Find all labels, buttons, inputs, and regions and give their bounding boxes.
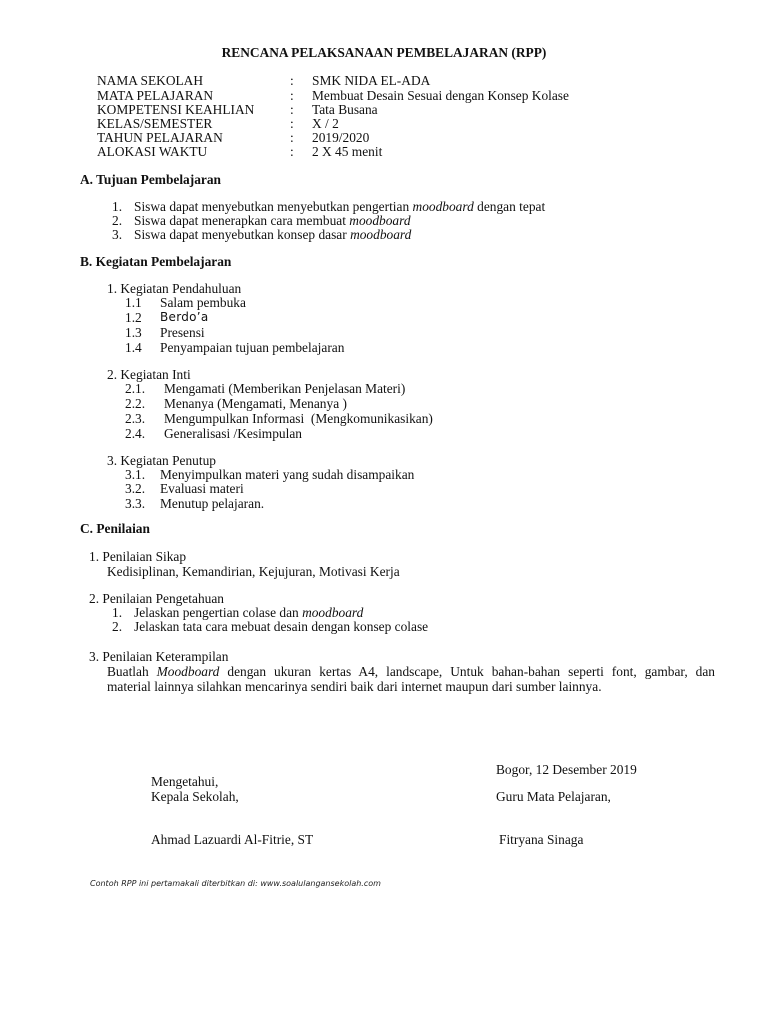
activity-number: 3.3. <box>125 496 146 511</box>
signature-left-line1: Mengetahui, <box>151 774 219 789</box>
identity-colon: : <box>290 144 294 159</box>
activity-number: 2.4. <box>125 426 146 441</box>
activity-text: Presensi <box>160 325 205 340</box>
footer-note: Contoh RPP ini pertamakali diterbitkan di: www.soalulangansekolah.com <box>90 879 381 888</box>
assessment-paragraph-line2: material lainnya silahkan mencarinya sendiri baik dari internet maupun dari sumber lainnya. <box>107 679 602 694</box>
item-text: Siswa dapat menyebutkan konsep dasar <box>134 227 351 242</box>
item-emphasis: moodboard <box>412 199 474 214</box>
signature-left-line2: Kepala Sekolah, <box>151 789 239 804</box>
item-text: Siswa dapat menyebutkan menyebutkan pengertian <box>134 199 413 214</box>
paragraph-emphasis: Moodboard <box>156 664 220 679</box>
list-item <box>134 199 545 214</box>
identity-colon: : <box>290 102 294 117</box>
activity-number: 1.2 <box>125 310 142 325</box>
signature-right-line: Guru Mata Pelajaran, <box>496 789 611 804</box>
identity-value: SMK NIDA EL-ADA <box>312 73 431 88</box>
item-text-after: dengan tepat <box>473 199 546 214</box>
list-number: 2. <box>112 619 123 634</box>
identity-value: 2 X 45 menit <box>312 144 383 159</box>
activity-text: Menanya (Mengamati, Menanya ) <box>164 396 347 411</box>
document-title: RENCANA PELAKSANAAN PEMBELAJARAN (RPP) <box>221 45 547 60</box>
activity-number: 3.2. <box>125 481 146 496</box>
activity-text: Berdo’a <box>160 310 209 324</box>
principal-name: Ahmad Lazuardi Al-Fitrie, ST <box>151 832 314 847</box>
list-number: 1. <box>112 199 123 214</box>
identity-colon: : <box>290 88 294 103</box>
paragraph-text: Buatlah <box>107 664 157 679</box>
item-text: Jelaskan tata cara mebuat desain dengan konsep colase <box>134 619 429 634</box>
assessment-text: Kedisiplinan, Kemandirian, Kejujuran, Motivasi Kerja <box>107 564 400 579</box>
identity-colon: : <box>290 130 294 145</box>
activity-group-title: 1. Kegiatan Pendahuluan <box>107 281 242 296</box>
assessment-title: 3. Penilaian Keterampilan <box>89 649 229 664</box>
teacher-name: Fitryana Sinaga <box>499 832 584 847</box>
list-number: 3. <box>112 227 123 242</box>
activity-text: Mengamati (Memberikan Penjelasan Materi) <box>164 381 406 396</box>
activity-group-title: 2. Kegiatan Inti <box>107 367 191 382</box>
section-b-heading: B. Kegiatan Pembelajaran <box>80 254 232 269</box>
identity-value: Membuat Desain Sesuai dengan Konsep Kolase <box>312 88 569 103</box>
identity-label: KOMPETENSI KEAHLIAN <box>97 102 255 117</box>
assessment-title: 1. Penilaian Sikap <box>89 549 187 564</box>
activity-number: 3.1. <box>125 467 146 482</box>
list-item <box>134 213 411 228</box>
section-a-heading: A. Tujuan Pembelajaran <box>80 172 221 187</box>
list-item <box>134 227 411 242</box>
identity-label: NAMA SEKOLAH <box>97 73 204 88</box>
activity-number: 2.1. <box>125 381 146 396</box>
identity-label: MATA PELAJARAN <box>97 88 214 103</box>
item-emphasis: moodboard <box>350 227 412 242</box>
identity-label: KELAS/SEMESTER <box>97 116 213 131</box>
list-number: 2. <box>112 213 123 228</box>
activity-text: Menyimpulkan materi yang sudah disampaikan <box>160 467 415 482</box>
assessment-title: 2. Penilaian Pengetahuan <box>89 591 224 606</box>
identity-value: X / 2 <box>312 116 339 131</box>
paragraph-text: dengan ukuran kertas A4, landscape, Untuk bahan-bahan seperti font, gambar, dan <box>219 664 715 679</box>
item-text: Siswa dapat menerapkan cara membuat <box>134 213 350 228</box>
item-emphasis: moodboard <box>349 213 411 228</box>
identity-colon: : <box>290 73 294 88</box>
activity-text: Menutup pelajaran. <box>160 496 265 511</box>
section-c-heading: C. Penilaian <box>80 521 150 536</box>
item-emphasis: moodboard <box>302 605 364 620</box>
list-item <box>134 605 363 620</box>
assessment-paragraph-line1 <box>107 664 715 679</box>
activity-number: 1.4 <box>125 340 142 355</box>
activity-text: Salam pembuka <box>160 295 246 310</box>
activity-text: Generalisasi /Kesimpulan <box>164 426 302 441</box>
activity-number: 2.3. <box>125 411 146 426</box>
place-date: Bogor, 12 Desember 2019 <box>496 762 637 777</box>
activity-text: Mengumpulkan Informasi (Mengkomunikasikan) <box>164 411 433 426</box>
activity-group-title: 3. Kegiatan Penutup <box>107 453 216 468</box>
activity-text: Evaluasi materi <box>160 481 244 496</box>
activity-number: 1.1 <box>125 295 142 310</box>
identity-colon: : <box>290 116 294 131</box>
identity-value: 2019/2020 <box>312 130 370 145</box>
item-text: Jelaskan pengertian colase dan <box>134 605 303 620</box>
activity-number: 2.2. <box>125 396 146 411</box>
activity-text: Penyampaian tujuan pembelajaran <box>160 340 345 355</box>
list-number: 1. <box>112 605 123 620</box>
identity-label: TAHUN PELAJARAN <box>97 130 223 145</box>
identity-label: ALOKASI WAKTU <box>97 144 208 159</box>
identity-value: Tata Busana <box>312 102 378 117</box>
activity-number: 1.3 <box>125 325 142 340</box>
